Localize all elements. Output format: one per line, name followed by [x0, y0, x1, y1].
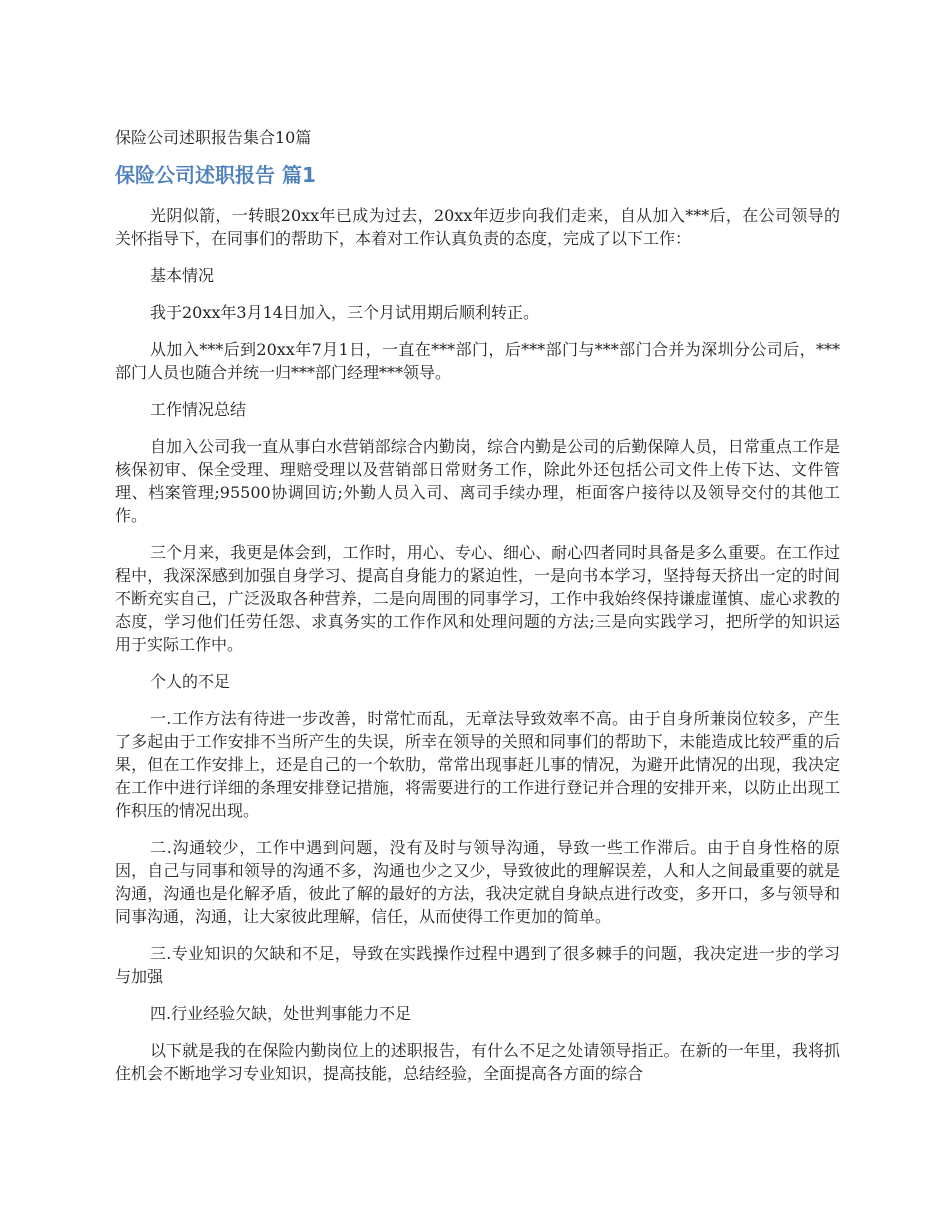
paragraph-shortcoming-2: 二.沟通较少，工作中遇到问题，没有及时与领导沟通，导致一些工作滞后。由于自身性格的原因，自己与同事和领导的沟通不多，沟通也少之又少，导致彼此的理解误差，人和人之间最重要的就是沟通，沟通也是化解矛盾，彼此了解的最好的方法，我决定就自身缺点进行改变，多开口，多与领导和同事沟通，沟通，让大家彼此理解，信任，从而使得工作更加的简单。: [115, 838, 840, 926]
paragraph-department: 从加入***后到20xx年7月1日，一直在***部门，后***部门与***部门合并为深圳分公司后，***部门人员也随合并统一归***部门经理***领导。: [115, 340, 840, 382]
paragraph-closing: 以下就是我的在保险内勤岗位上的述职报告，有什么不足之处请领导指正。在新的一年里，我将抓住机会不断地学习专业知识，提高技能，总结经验，全面提高各方面的综合: [115, 1041, 840, 1083]
subheading-shortcomings: 个人的不足: [150, 672, 231, 691]
paragraph-shortcoming-3: 三.专业知识的欠缺和不足，导致在实践操作过程中遇到了很多棘手的问题，我决定进一步的学习与加强: [115, 944, 840, 986]
document-title: 保险公司述职报告集合10篇: [115, 128, 312, 147]
subheading-basic-info: 基本情况: [150, 266, 215, 285]
paragraph-reflection: 三个月来，我更是体会到，工作时，用心、专心、细心、耐心四者同时具备是多么重要。在工作过程中，我深深感到加强自身学习、提高自身能力的紧迫性，一是向书本学习，坚持每天挤出一定的时间不断充实自己，广泛汲取各种营养，二是向周围的同事学习，工作中我始终保持谦虚谨慎、虚心求教的态度，学习他们任劳任怨、求真务实的工作作风和处理问题的方法;三是向实践学习，把所学的知识运用于实际工作中。: [115, 543, 840, 654]
paragraph-shortcoming-1: 一.工作方法有待进一步改善，时常忙而乱，无章法导致效率不高。由于自身所兼岗位较多，产生了多起由于工作安排不当所产生的失误，所幸在领导的关照和同事们的帮助下，未能造成比较严重的后果，但在工作安排上，还是自己的一个软肋，常常出现事赶儿事的情况，为避开此情况的出现，我决定在工作中进行详细的条理安排登记措施，将需要进行的工作进行登记并合理的安排开来，以防止出现工作积压的情况出现。: [115, 709, 840, 820]
subheading-work-summary: 工作情况总结: [150, 400, 247, 419]
paragraph-join-date: 我于20xx年3月14日加入，三个月试用期后顺利转正。: [150, 303, 539, 322]
section-heading: 保险公司述职报告 篇1: [115, 163, 316, 187]
document-body: [115, 204, 840, 1085]
paragraph-shortcoming-4: 四.行业经验欠缺，处世判事能力不足: [150, 1004, 412, 1023]
document-page: [115, 126, 840, 1085]
paragraph-intro: 光阴似箭，一转眼20xx年已成为过去，20xx年迈步向我们走来，自从加入***后，在公司领导的关怀指导下，在同事们的帮助下，本着对工作认真负责的态度，完成了以下工作：: [115, 206, 840, 248]
paragraph-duties: 自加入公司我一直从事白水营销部综合内勤岗，综合内勤是公司的后勤保障人员，日常重点工作是核保初审、保全受理、理赔受理以及营销部日常财务工作，除此外还包括公司文件上传下达、文件管理、档案管理;95500协调回访;外勤人员入司、离司手续办理，柜面客户接待以及领导交付的其他工作。: [115, 437, 840, 525]
